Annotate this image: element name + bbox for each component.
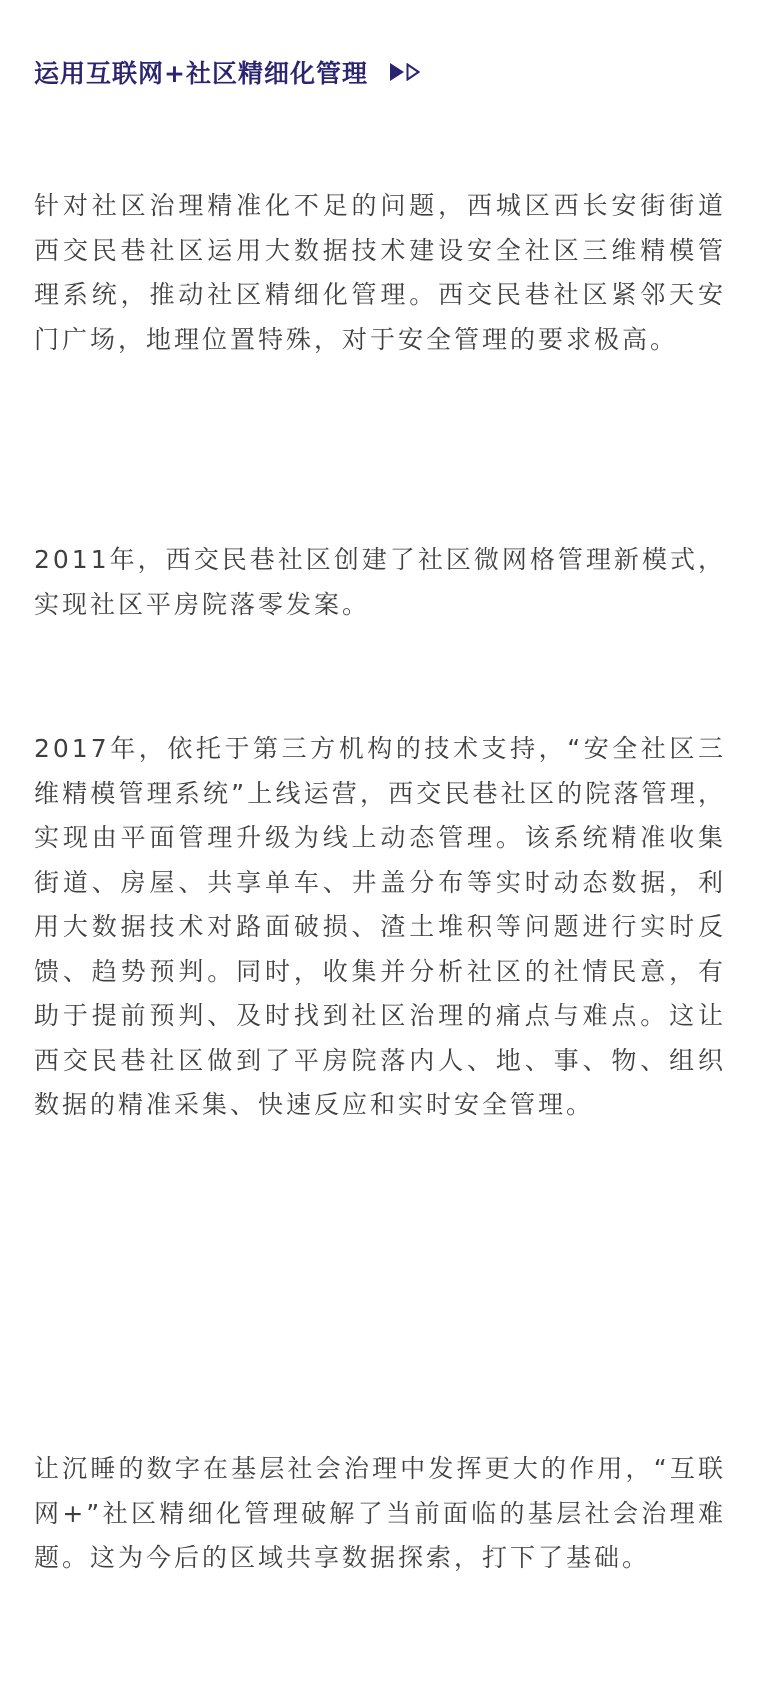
double-play-arrow-icon: [390, 63, 420, 81]
play-outline-icon: [406, 63, 420, 81]
play-filled-icon: [390, 63, 404, 81]
section-heading-title: 运用互联网+社区精细化管理: [34, 59, 368, 88]
paragraph-2011: 2011年，西交民巷社区创建了社区微网格管理新模式，实现社区平房院落零发案。: [34, 545, 726, 619]
section-heading: [34, 52, 420, 92]
paragraph-intro: 针对社区治理精准化不足的问题，西城区西长安街街道西交民巷社区运用大数据技术建设安全社区三维精模管理系统，推动社区精细化管理。西交民巷社区紧邻天安门广场，地理位置特殊，对于安全管理的要求极高。: [34, 191, 726, 354]
paragraph-2017: 2017年，依托于第三方机构的技术支持，“安全社区三维精模管理系统”上线运营，西交民巷社区的院落管理，实现由平面管理升级为线上动态管理。该系统精准收集街道、房屋、共享单车、井盖分布等实时动态数据，利用大数据技术对路面破损、渣土堆积等问题进行实时反馈、趋势预判。同时，收集并分析社区的社情民意，有助于提前预判、及时找到社区治理的痛点与难点。这让西交民巷社区做到了平房院落内人、地、事、物、组织数据的精准采集、快速反应和实时安全管理。: [34, 734, 726, 1119]
paragraph-conclusion: 让沉睡的数字在基层社会治理中发挥更大的作用，“互联网+”社区精细化管理破解了当前面临的基层社会治理难题。这为今后的区域共享数据探索，打下了基础。: [34, 1454, 726, 1572]
